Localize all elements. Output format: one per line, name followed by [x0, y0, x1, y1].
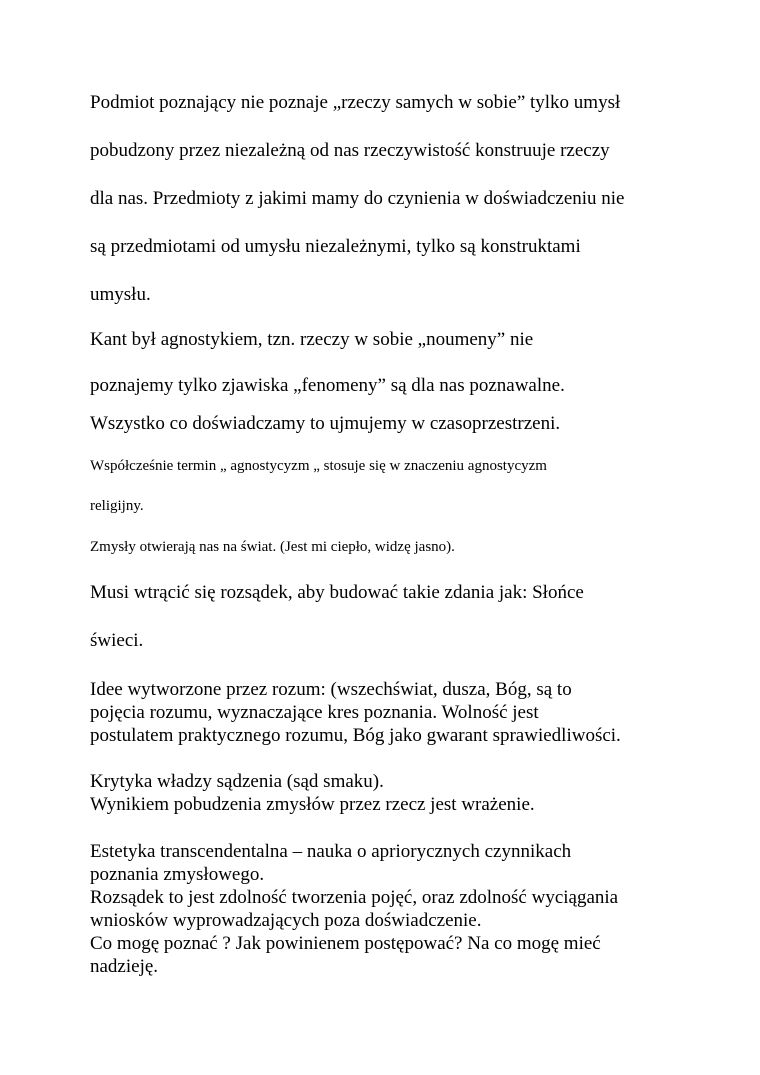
text-line: pojęcia rozumu, wyznaczające kres poznania. Wolność jest [90, 702, 539, 723]
text-line: poznajemy tylko zjawiska „fenomeny” są dla nas poznawalne. [90, 375, 565, 396]
text-line: Zmysły otwierają nas na świat. (Jest mi ciepło, widzę jasno). [90, 539, 455, 555]
text-line: Kant był agnostykiem, tzn. rzeczy w sobie „noumeny” nie [90, 329, 534, 350]
text-line: Estetyka transcendentalna – nauka o apriorycznych czynnikach [90, 841, 572, 862]
text-line: Podmiot poznający nie poznaje „rzeczy samych w sobie” tylko umysł [90, 92, 621, 113]
text-line: świeci. [90, 630, 144, 651]
text-line: religijny. [90, 498, 144, 514]
text-line: są przedmiotami od umysłu niezależnymi, tylko są konstruktami [90, 236, 581, 257]
text-line: Idee wytworzone przez rozum: (wszechświat, dusza, Bóg, są to [90, 679, 572, 700]
text-line: Wynikiem pobudzenia zmysłów przez rzecz jest wrażenie. [90, 794, 535, 815]
text-line: umysłu. [90, 284, 151, 305]
text-line: wniosków wyprowadzających poza doświadczenie. [90, 910, 482, 931]
text-line: Wszystko co doświadczamy to ujmujemy w czasoprzestrzeni. [90, 413, 561, 434]
text-line: Co mogę poznać ? Jak powinienem postępować? Na co mogę mieć [90, 933, 601, 954]
text-line: nadzieję. [90, 956, 159, 977]
text-line: Musi wtrącić się rozsądek, aby budować takie zdania jak: Słońce [90, 582, 584, 603]
text-line: postulatem praktycznego rozumu, Bóg jako gwarant sprawiedliwości. [90, 725, 621, 746]
text-line: Krytyka władzy sądzenia (sąd smaku). [90, 771, 384, 792]
text-line: Rozsądek to jest zdolność tworzenia pojęć, oraz zdolność wyciągania [90, 887, 619, 908]
text-line: pobudzony przez niezależną od nas rzeczywistość konstruuje rzeczy [90, 140, 610, 161]
text-line: poznania zmysłowego. [90, 864, 265, 885]
text-line: dla nas. Przedmioty z jakimi mamy do czynienia w doświadczeniu nie [90, 188, 625, 209]
text-line: Współcześnie termin „ agnostycyzm „ stosuje się w znaczeniu agnostycyzm [90, 458, 547, 474]
